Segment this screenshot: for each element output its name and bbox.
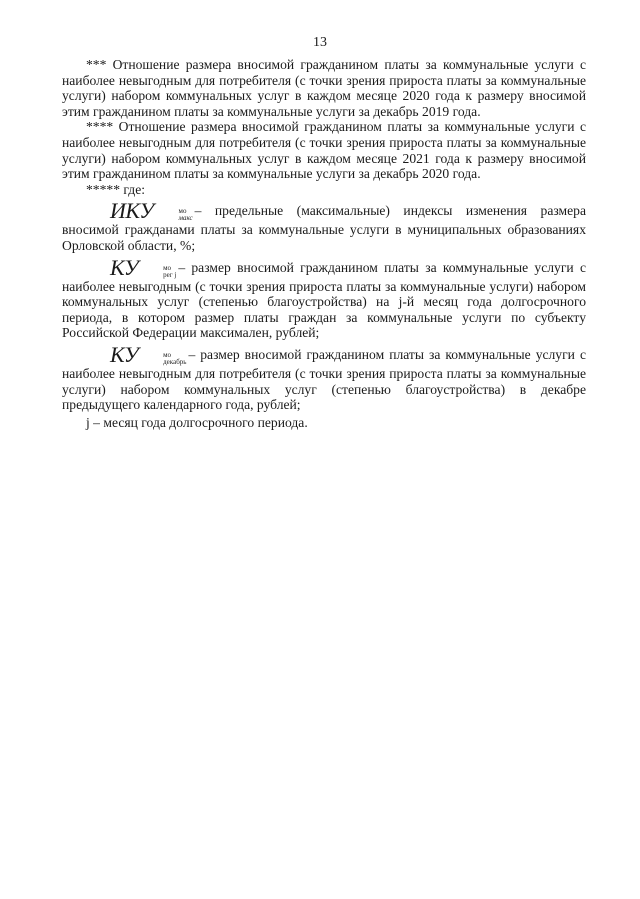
footnote-5-where: ***** где: <box>86 181 146 197</box>
document-body <box>62 57 586 430</box>
definition-ku-december <box>62 341 586 413</box>
subscript: рег j <box>163 270 177 279</box>
subscript: декабрь <box>163 357 187 366</box>
definition-j: j – месяц года долгосрочного периода. <box>86 414 308 430</box>
definition-text: – размер вносимой гражданином платы за коммунальные услуги с наиболее невыгодным для потребителя (с точки зрения прироста платы за коммунальные услуги) набором коммунальных услуг (степенью благоустройства) в декабре предыдущего календарного года, рублей; <box>62 346 586 413</box>
page-number: 13 <box>313 35 327 50</box>
superscript: мо <box>163 263 172 272</box>
formula-indices <box>155 208 193 222</box>
definition-iku <box>62 198 586 253</box>
subscript: макс <box>178 214 193 223</box>
footnote-3: *** Отношение размера вносимой гражданином платы за коммунальные услуги с наиболее невыгодным для потребителя (с точки зрения прироста платы за коммунальные услуги) набором коммунальных услуг в каждом месяце 2020 года к размеру вносимой этим гражданином платы за коммунальные услуги за декабрь 2019 года. <box>62 57 586 119</box>
formula-symbol-ku: КУ <box>110 254 139 280</box>
definition-ku-reg <box>62 254 586 341</box>
superscript: мо <box>178 207 187 216</box>
formula-indices <box>139 265 176 279</box>
superscript: мо <box>163 350 172 359</box>
definition-text: – размер вносимой гражданином платы за коммунальные услуги с наиболее невыгодным (с точки зрения прироста платы за коммунальные услуги) набором коммунальных услуг (степенью благоустройства) на j-й месяц года долгосрочного периода, в котором размер платы граждан за коммунальные услуги по субъекту Российской Федерации максимален, рублей; <box>62 259 586 341</box>
footnote-4: **** Отношение размера вносимой гражданином платы за коммунальные услуги с наиболее невыгодным для потребителя (с точки зрения прироста платы за коммунальные услуги) набором коммунальных услуг в каждом месяце 2021 года к размеру вносимой этим гражданином платы за коммунальные услуги за декабрь 2020 года. <box>62 119 586 182</box>
definition-text: – предельные (максимальные) индексы изменения размера вносимой гражданами платы за коммунальные услуги в муниципальных образованиях Орловской области, %; <box>62 203 586 253</box>
formula-indices <box>139 352 186 366</box>
formula-symbol-iku: ИКУ <box>110 198 154 224</box>
formula-symbol-ku: КУ <box>110 341 139 367</box>
